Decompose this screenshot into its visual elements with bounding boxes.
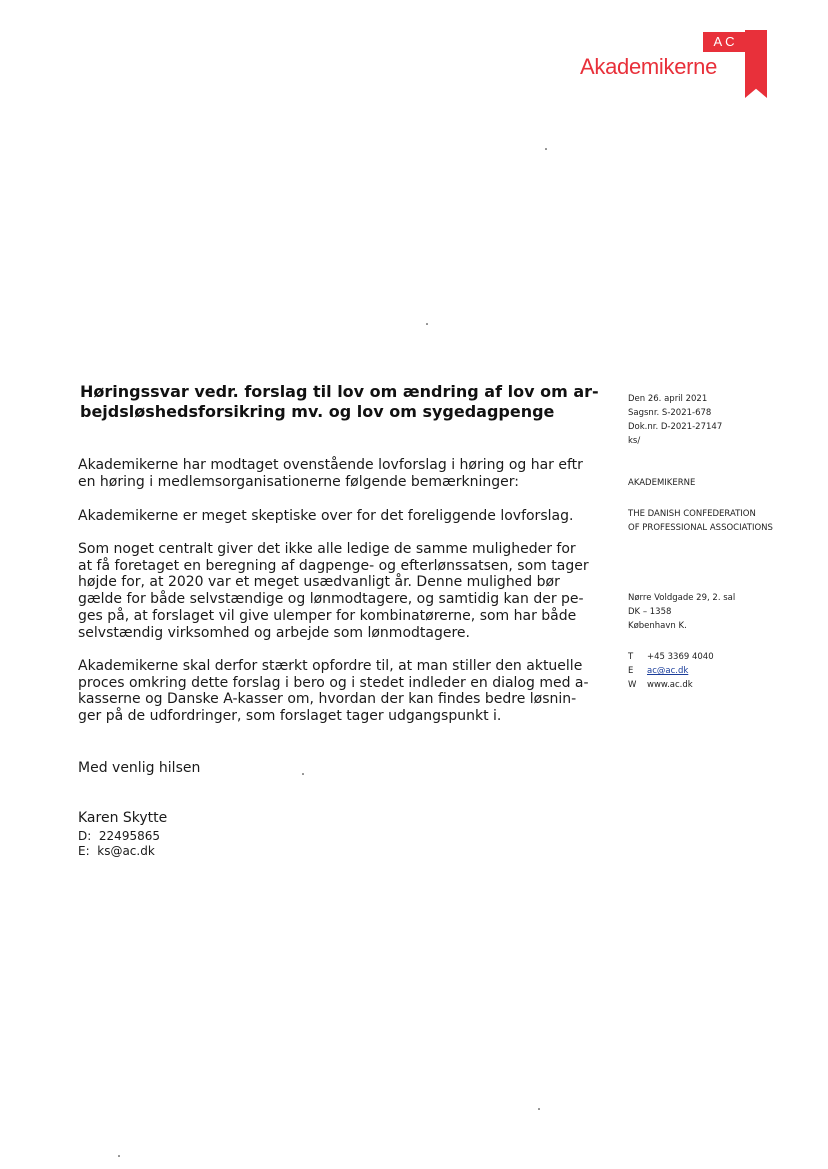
- initials: ks/: [628, 436, 641, 446]
- contact-email-row: [628, 664, 714, 678]
- paragraph-recommendation: Akademikerne skal derfor stærkt opfordre til, at man stiller den aktuelle proces omkring dette forslag i bero og i stedet indleder en dialog med a- kasserne og Danske A-kasser om, hvordan der kan findes bedre løsnin- ger på de udfordringer, som forslaget tager udgangspunkt i.: [78, 658, 589, 725]
- logo-tab-ac: AC: [703, 32, 748, 52]
- letter-title: Høringssvar vedr. forslag til lov om ændring af lov om ar- bejdsløshedsforsikring mv. og lov om sygedagpenge: [80, 382, 599, 421]
- contact-phone-value: +45 3369 4040: [647, 652, 714, 662]
- document-number: Dok.nr. D-2021-27147: [628, 422, 723, 432]
- contact-web-row: [628, 678, 714, 692]
- akademikerne-logo: [580, 32, 770, 102]
- contact-phone-row: [628, 650, 714, 664]
- address-line-1: Nørre Voldgade 29, 2. sal: [628, 593, 736, 603]
- scan-speck: [426, 323, 428, 325]
- signer-phone: D: 22495865: [78, 829, 160, 843]
- org-full-line-2: OF PROFESSIONAL ASSOCIATIONS: [628, 523, 773, 533]
- contact-web-key: W: [628, 680, 637, 690]
- paragraph-position: Akademikerne er meget skeptiske over for det foreliggende lovforslag.: [78, 508, 574, 524]
- signer-email: E: ks@ac.dk: [78, 844, 155, 858]
- contact-phone-key: T: [628, 652, 634, 662]
- logo-wordmark: Akademikerne: [580, 54, 718, 79]
- scan-speck: [302, 773, 304, 775]
- contact-email-key: E: [628, 666, 634, 676]
- signer-name: Karen Skytte: [78, 810, 168, 826]
- scan-speck: [538, 1108, 540, 1110]
- paragraph-intro: Akademikerne har modtaget ovenstående lovforslag i høring og har eftr en høring i medlemsorganisationerne følgende bemærkninger:: [78, 457, 583, 490]
- org-full-line-1: THE DANISH CONFEDERATION: [628, 509, 756, 519]
- paragraph-argument: Som noget centralt giver det ikke alle ledige de samme muligheder for at få foretaget en beregning af dagpenge- og efterlønssatsen, som tager højde for, at 2020 var et meget usædvanligt år. Denne mulighed bør gælde for både selvstændige og lønmodtagere, og samtidig kan der pe- ges på, at forslaget vil give ulemper for kombinatørerne, som har både selvstændig virksomhed og arbejde som lønmodtagere.: [78, 541, 589, 641]
- scan-speck: [545, 148, 547, 150]
- org-contacts: [628, 650, 714, 692]
- letter-date: Den 26. april 2021: [628, 394, 708, 404]
- contact-email-link[interactable]: ac@ac.dk: [647, 666, 689, 676]
- closing-greeting: Med venlig hilsen: [78, 760, 201, 776]
- org-address: [628, 591, 735, 633]
- org-name: AKADEMIKERNE: [628, 478, 696, 488]
- scan-speck: [118, 1155, 120, 1157]
- address-line-3: København K.: [628, 621, 687, 631]
- address-line-2: DK – 1358: [628, 607, 672, 617]
- contact-web-value: www.ac.dk: [647, 680, 693, 690]
- document-meta: [628, 392, 722, 448]
- org-full-name: [628, 507, 773, 535]
- case-number: Sagsnr. S-2021-678: [628, 408, 712, 418]
- logo-bookmark-bar: [745, 30, 767, 54]
